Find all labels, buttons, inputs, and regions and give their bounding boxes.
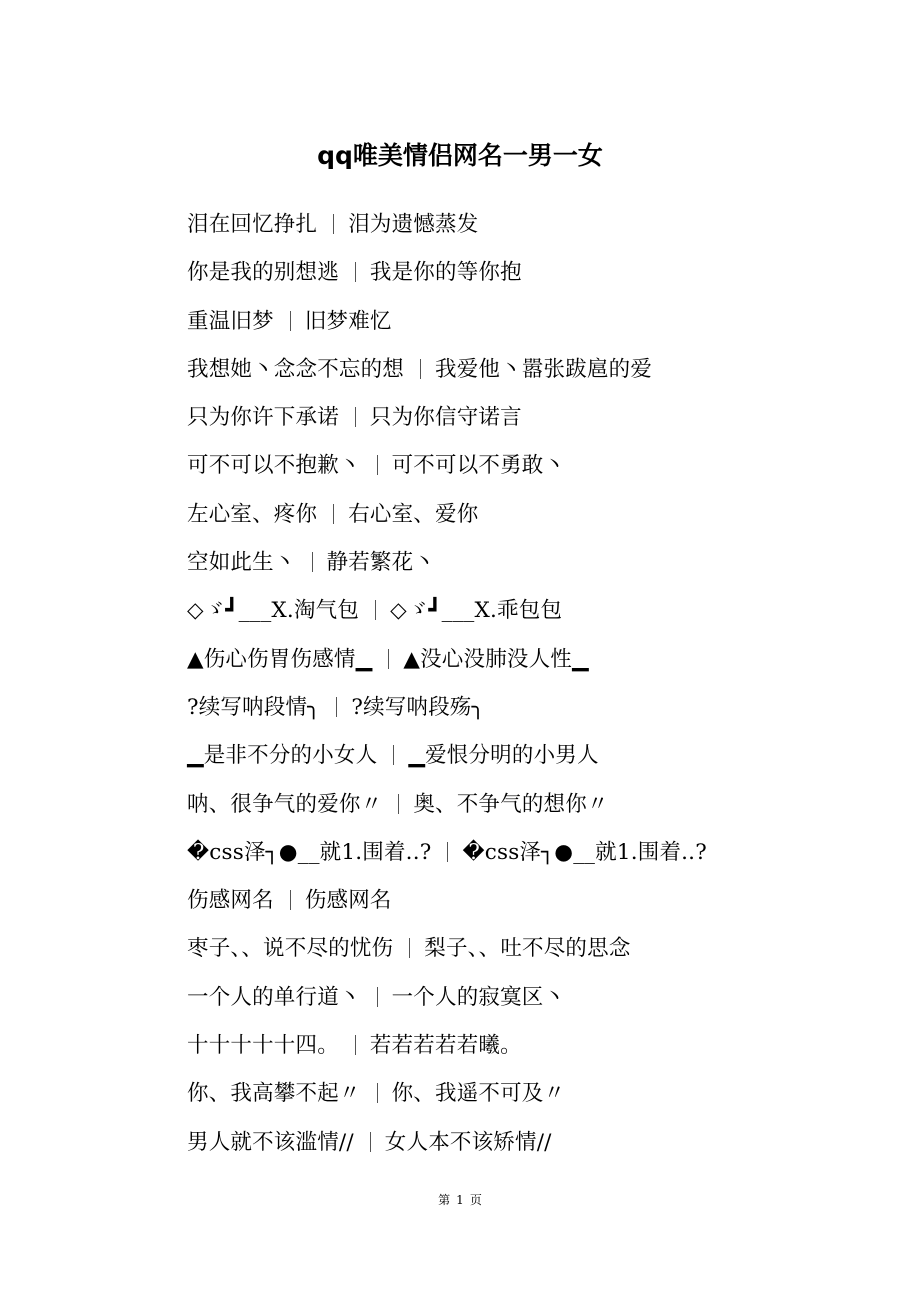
list-item [187,542,887,590]
male-name: 一个人的单行道丶 [187,984,361,1010]
list-item [187,928,887,976]
separator [355,407,356,427]
male-name: 伤感网名 [187,888,274,914]
female-name: ▁爱恨分明的小男人 [408,743,599,769]
male-name: 你是我的别想逃 [187,260,339,286]
page-prefix: 第 [438,1193,451,1207]
male-name: ◇ゞ┛___X.淘气包 [187,598,360,624]
list-item [187,590,887,638]
male-name: 重温旧梦 [187,308,274,334]
page-suffix: 页 [469,1193,482,1207]
male-name: 呐、很争气的爱你〃 [187,791,383,817]
page-title: qq唯美情侣网名一男一女 [317,141,603,170]
female-name: 右心室、爱你 [348,501,479,527]
female-name: ▲没心没肺没人性▁ [403,646,589,672]
separator [420,359,421,379]
page-footer [0,1191,920,1209]
couple-name-list [187,204,887,1170]
separator [355,1035,356,1055]
separator [333,214,334,234]
female-name: 伤感网名 [304,888,392,914]
list-item [187,349,887,397]
list-item [187,1025,887,1073]
female-name: 一个人的寂寞区丶 [391,984,566,1010]
list-item [187,1073,887,1121]
list-item [187,832,887,880]
male-name: 男人就不该滥情// [187,1129,354,1155]
male-name: �css泽┐●__就1.围着..? [187,839,432,865]
male-name: 可不可以不抱歉丶 [187,453,361,479]
male-name: 左心室、疼你 [187,501,318,527]
male-name: 你、我高攀不起〃 [187,1081,361,1107]
separator [370,1132,371,1152]
list-item [187,687,887,735]
list-item [187,784,887,832]
female-name: 你、我遥不可及〃 [391,1081,566,1107]
female-name: 我是你的等你抱 [369,260,522,286]
separator [290,890,291,910]
list-item [187,494,887,542]
male-name: ?续写呐段情╮ [187,694,321,720]
male-name: 我想她丶念念不忘的想 [187,356,405,382]
separator [375,600,376,620]
female-name: 旧梦难忆 [304,308,392,334]
separator [333,504,334,524]
female-name: 我爱他丶嚣张跋扈的爱 [435,356,653,382]
list-item [187,880,887,928]
separator [377,1083,378,1103]
male-name: ▲伤心伤胃伤感情▁ [187,646,373,672]
female-name: 泪为遗憾蒸发 [348,212,479,237]
separator [377,987,378,1007]
list-item [187,204,887,252]
female-name: 若若若若若曦。 [369,1033,522,1059]
female-name: 只为你信守诺言 [369,405,522,431]
separator [388,649,389,669]
list-item [187,735,887,783]
separator [355,262,356,282]
female-name: ◇ゞ┛___X.乖包包 [390,598,563,624]
list-item [187,397,887,445]
list-item [187,639,887,687]
page-number: 1 [456,1193,464,1207]
list-item [187,1122,887,1170]
male-name: ▁是非不分的小女人 [187,743,378,769]
list-item [187,252,887,300]
separator [447,842,448,862]
separator [336,697,337,717]
separator [312,552,313,572]
female-name: 可不可以不勇敢丶 [391,453,566,479]
separator [290,311,291,331]
female-name: 女人本不该矫情// [384,1129,552,1155]
separator [377,455,378,475]
female-name: �css泽┐●__就1.围着..? [462,839,707,865]
male-name: 泪在回忆挣扎 [187,212,318,237]
female-name: 梨子、、吐不尽的思念 [424,936,631,962]
female-name: ?续写呐段殇╮ [351,694,485,720]
female-name: 静若繁花丶 [326,550,436,576]
list-item [187,977,887,1025]
male-name: 只为你许下承诺 [187,405,339,431]
female-name: 奥、不争气的想你〃 [413,791,609,817]
male-name: 枣子、、说不尽的忧伤 [187,936,394,962]
list-item [187,301,887,349]
separator [393,745,394,765]
male-name: 十十十十十四。 [187,1033,339,1059]
separator [409,938,410,958]
list-item [187,445,887,493]
separator [398,794,399,814]
male-name: 空如此生丶 [187,550,296,576]
